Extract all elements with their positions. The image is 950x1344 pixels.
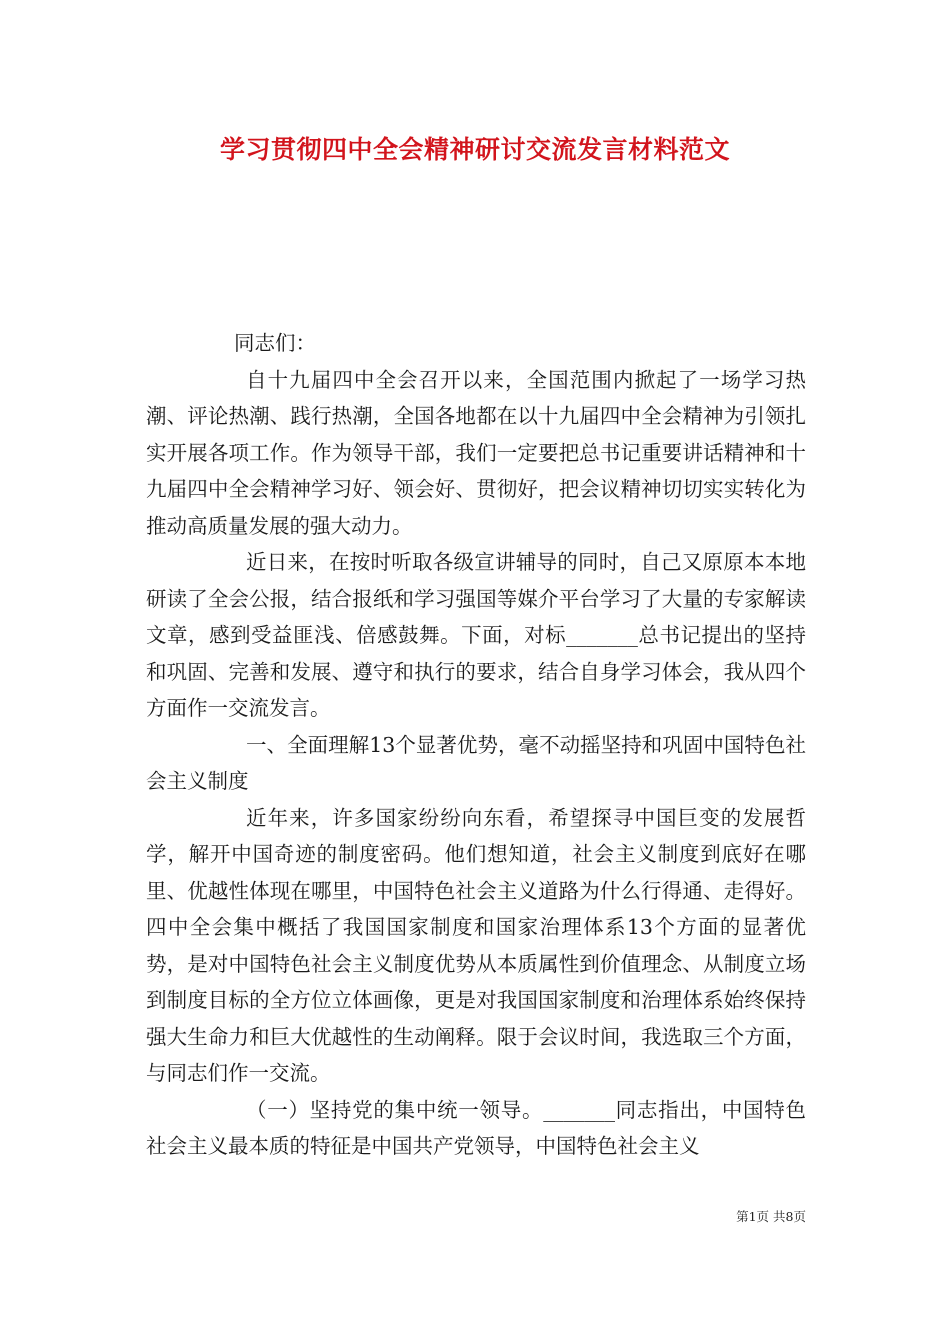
paragraph-section-1: 近年来，许多国家纷纷向东看，希望探寻中国巨变的发展哲学，解开中国奇迹的制度密码。他们想知道，社会主义制度到底好在哪里、优越性体现在哪里，中国特色社会主义道路为什么行得通、走得好。四中全会集中概括了我国国家制度和国家治理体系13个方面的显著优势，是对中国特色社会主义制度优势从本质属性到价值理念、从制度立场到制度目标的全方位立体画像，更是对我国国家制度和治理体系始终保持强大生命力和巨大优越性的生动阐释。限于会议时间，我选取三个方面，与同志们作一交流。 xyxy=(146,805,806,1085)
subsection-heading-1: （一）坚持党的集中统一领导。_______同志指出，中国特色社会主义最本质的特征是中国共产党领导，中国特色社会主义 xyxy=(146,1097,806,1158)
paragraph-study: 近日来，在按时听取各级宣讲辅导的同时，自己又原原本本地研读了全会公报，结合报纸和学习强国等媒介平台学习了大量的专家解读文章，感到受益匪浅、倍感鼓舞。下面，对标_______总书记提出的坚持和巩固、完善和发展、遵守和执行的要求，结合自身学习体会，我从四个方面作一交流发言。 xyxy=(146,550,806,720)
section-heading-1: 一、全面理解13个显著优势，毫不动摇坚持和巩固中国特色社会主义制度 xyxy=(146,732,806,793)
page-number: 第1页 共8页 xyxy=(736,1209,806,1224)
paragraph-intro: 自十九届四中全会召开以来，全国范围内掀起了一场学习热潮、评论热潮、践行热潮，全国各地都在以十九届四中全会精神为引领扎实开展各项工作。作为领导干部，我们一定要把总书记重要讲话精神和十九届四中全会精神学习好、领会好、贯彻好，把会议精神切切实实转化为推动高质量发展的强大动力。 xyxy=(146,367,806,538)
document-title: 学习贯彻四中全会精神研讨交流发言材料范文 xyxy=(219,135,730,164)
document-body xyxy=(146,325,806,1165)
salutation: 同志们： xyxy=(234,331,316,355)
